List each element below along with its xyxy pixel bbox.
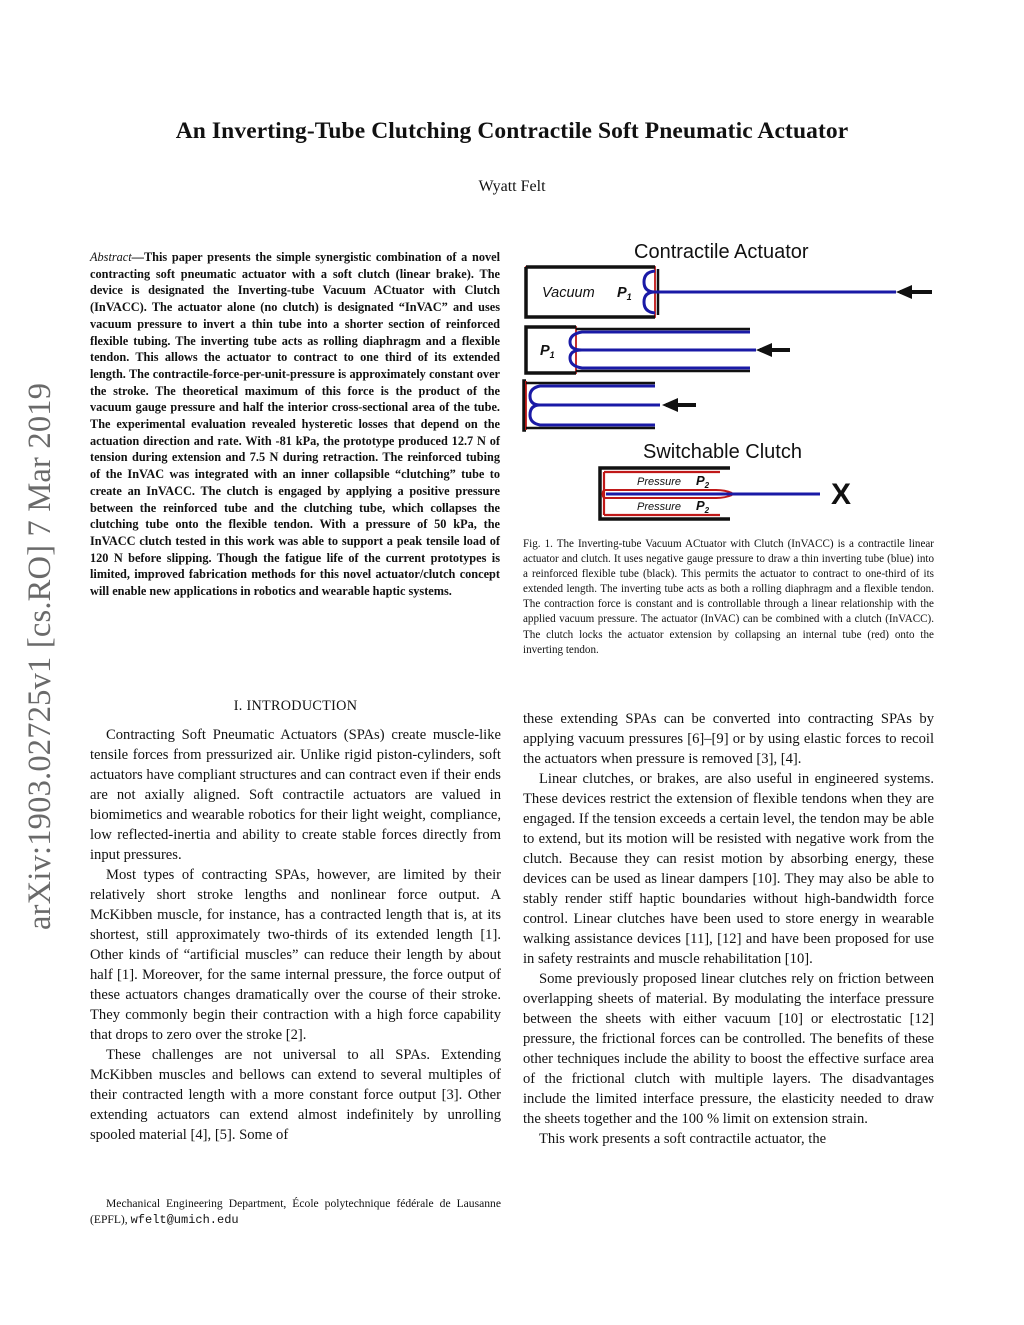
- paragraph: Most types of contracting SPAs, however, are limited by their relatively short stroke lengths and nonlinear force output. A McKibben muscle, for instance, has a contracted length that is, at its shortest, still approximately two-thirds of its extended length [1]. Other kinds of “artificial muscles” can reduce their length by about half [1]. Moreover, for the same internal pressure, the force output of these actuators changes dramatically over the course of their stroke. They commonly begin their contraction with a high force capability that drops to zero over the stroke [2].: [90, 867, 501, 1043]
- actuator-extended: [526, 267, 932, 317]
- lock-x-icon: X: [831, 478, 852, 511]
- arxiv-identifier: arXiv:1903.02725v1 [cs.RO] 7 Mar 2019: [22, 382, 58, 930]
- actuator-contracted: [524, 381, 696, 430]
- paragraph: Linear clutches, or brakes, are also useful in engineered systems. These devices restrict the extension of flexible tendons when they are engaged. If the tension exceeds a certain level, the tendon may be able to extend, but its motion will be resisted with negative work from the clutch. Because they can resist motion by absorbing energy, these devices can be used as linear dampers [10]. They may also be able to stably render stiff haptic boundaries without high-bandwidth force control. Linear clutches have been used to store energy in wearable walking assistance devices [11], [12] and have been proposed for use in safety restraints and muscle rehabilitation [10].: [523, 771, 934, 967]
- figure-1: [520, 236, 960, 526]
- figure-title-clutch: Switchable Clutch: [643, 441, 802, 463]
- paper-title: An Inverting-Tube Clutching Contractile Soft Pneumatic Actuator: [175, 118, 849, 144]
- abstract-label: Abstract: [90, 250, 132, 264]
- p2-label-top: $P_2$: [696, 473, 710, 490]
- p1-label-mid: $P_1$: [540, 343, 555, 360]
- pressure-label-bottom: Pressure: [637, 501, 682, 513]
- arrow-icon: [896, 285, 912, 299]
- author-email[interactable]: wfelt@umich.edu: [130, 1212, 239, 1227]
- abstract-dash: —: [131, 250, 144, 264]
- author-name: Wyatt Felt: [478, 178, 546, 195]
- paragraph: Some previously proposed linear clutches rely on friction between overlapping sheets of material. By modulating the interface pressure between the sheets with either vacuum [10] or electrostatic [12] pressure, the frictional forces can be controlled. The benefits of these other techniques include the ability to boost the effective surface area of the frictional clutch with multiple layers. The disadvantages include the limited interface pressure, the elasticity needed to draw the sheets together and the 100 % limit on extension strain.: [523, 971, 934, 1127]
- affiliation-text: Mechanical Engineering Department, École polytechnique fédérale de Lausanne (EPFL),: [90, 1197, 501, 1226]
- caption-text: The Inverting-tube Vacuum ACtuator with Clutch (InVACC) is a contractile linear actuator and clutch. It uses negative gauge pressure to draw a thin inverting tube (blue) into a reinforced flexible tube (black). This permits the actuator to contract to one-third of its extended length. The inverting tube acts as both a rolling diaphragm and a flexible tendon. The contraction force is constant and is controllable through a linear relationship with the applied vacuum pressure. The actuator (InVAC) can be combined with a clutch (InVACC). The clutch locks the actuator extension by collapsing an internal tube (red) onto the inverting tendon.: [523, 538, 935, 656]
- figure-caption: [523, 537, 934, 658]
- figure-title-actuator: Contractile Actuator: [634, 241, 809, 263]
- clutch-diagram: [600, 468, 851, 519]
- actuator-diagram: [520, 236, 960, 526]
- p2-label-bottom: $P_2$: [696, 498, 710, 515]
- vacuum-label: Vacuum: [542, 285, 595, 301]
- section-heading: I. INTRODUCTION: [233, 698, 358, 714]
- caption-label: Fig. 1.: [523, 538, 553, 550]
- arrow-icon: [662, 398, 678, 412]
- right-column: [523, 709, 934, 1149]
- left-column: [90, 696, 501, 1145]
- actuator-mid: [526, 327, 790, 373]
- paragraph: Contracting Soft Pneumatic Actuators (SPAs) create muscle-like tensile forces from pressurized air. Unlike rigid piston-cylinders, soft actuators have compliant structures and can contract even if their ends are not axially aligned. Soft contractile actuators are valued in biomimetics and wearable robotics for their light weight, compliance, low reflected-inertia and ability to create stable forces directly from input pressures.: [90, 727, 501, 863]
- affiliation-footnote: [90, 1196, 501, 1228]
- abstract-text: This paper presents the simple synergistic combination of a novel contracting soft pneumatic actuator with a soft clutch (linear brake). The device is designated the Inverting-tube Vacuum ACtuator with Clutch (InVACC). The actuator alone (no clutch) is designated “InVAC” and uses vacuum pressure to invert a thin tube into a shorter section of reinforced flexible tubing. The inverting tube acts as rolling diaphragm and a flexible tendon. This allows the actuator to contract to one third of its extended length. The contractile-force-per-unit-pressure is approximately constant over the stroke. The theoretical maximum of this force is the product of the vacuum gauge pressure and half the interior cross-sectional area of the tube. The experimental evaluation revealed hysteretic losses that depend on the actuation direction and rate. With -81 kPa, the prototype produced 12.7 N of tension during extension and 7.5 N during retraction. The reinforced tubing of the InVAC was integrated with an inner collapsible “clutching” tube to create an InVACC. The clutch is engaged by applying a positive pressure between the reinforced tube and the clutching tube, which collapses the clutching tube onto the flexible tendon. With a pressure of 50 kPa, the InVACC clutch tested in this work was able to support a peak tensile load of 120 N before slipping. Though the fatigue life of the current prototypes is limited, improved fabrication methods for this novel actuator/clutch concept will enable new applications in robotics and wearable haptic systems.: [90, 250, 500, 599]
- paragraph: This work presents a soft contractile actuator, the: [539, 1131, 827, 1147]
- abstract: [90, 249, 500, 600]
- paragraph: these extending SPAs can be converted into contracting SPAs by applying vacuum pressures [6]–[9] or by using elastic forces to recoil the actuators when pressure is removed [3], [4].: [523, 711, 934, 767]
- arrow-icon: [756, 343, 772, 357]
- p1-label: $P_1$: [617, 285, 632, 302]
- pressure-label-top: Pressure: [637, 476, 682, 488]
- paragraph: These challenges are not universal to all SPAs. Extending McKibben muscles and bellows can extend to several multiples of their contracted length with a more constant force output [3]. Other extending actuators can extend almost indefinitely by unrolling spooled material [4], [5]. Some of: [90, 1047, 501, 1143]
